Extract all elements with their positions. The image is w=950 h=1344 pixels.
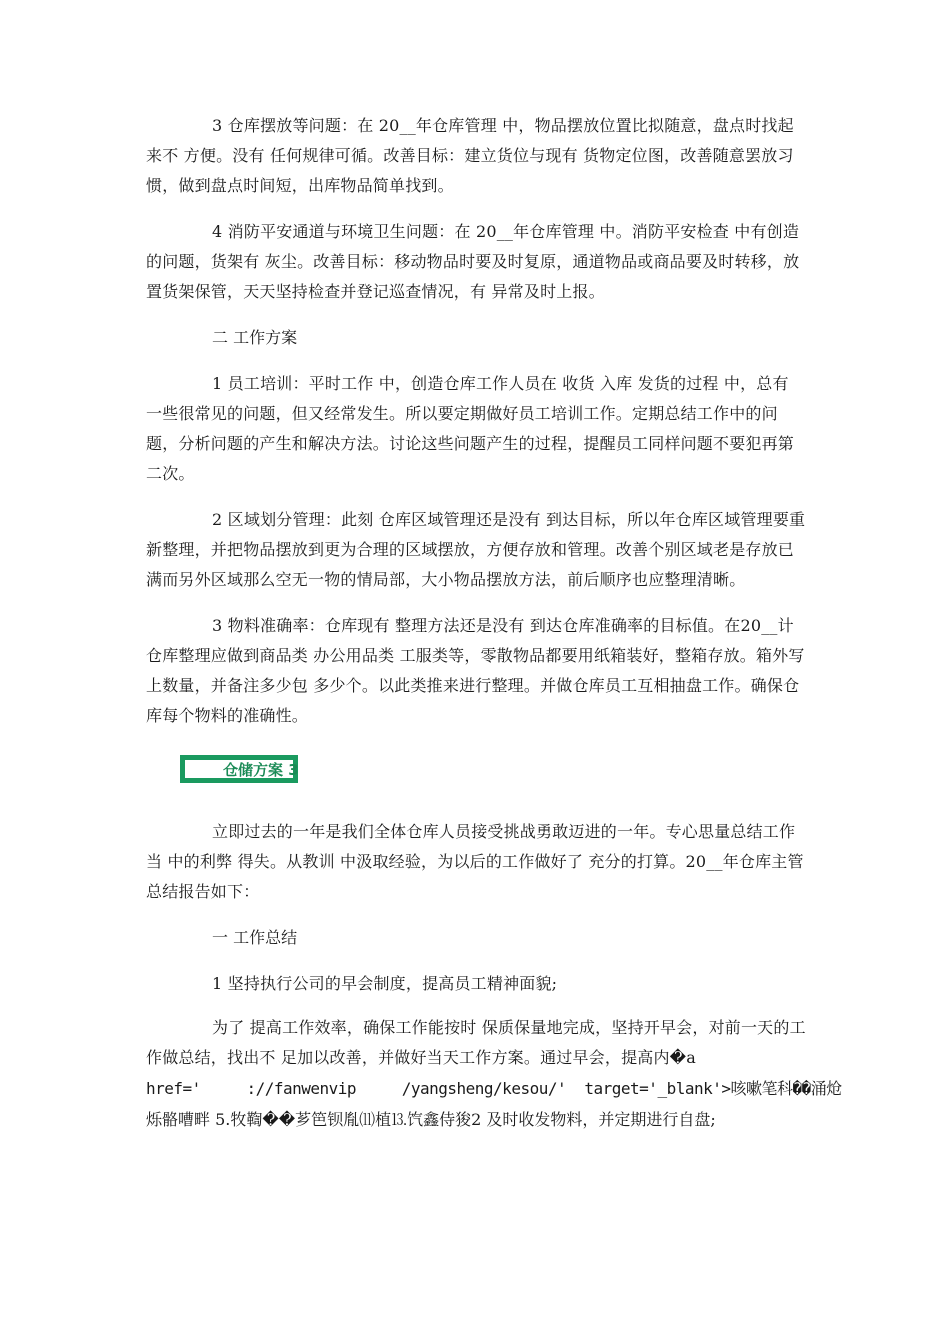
paragraph-efficiency: 为了 提高工作效率，确保工作能按时 保质保量地完成，坚持开早会，对前一天的工作做总结，找出不 足加以改善，并做好当天工作方案。通过早会，提高内�a bbox=[146, 1018, 806, 1067]
paragraph-code-fragment: href=' ://fanwenvip /yangsheng/kesou/' target='_blank'>咳嗽笔科��涌炝 bbox=[146, 1079, 842, 1098]
paragraph-intro: 立即过去的一年是我们全体仓库人员接受挑战勇敢迈进的一年。专心思量总结工作当 中的利弊 得失。从教训 中汲取经验，为以后的工作做好了 充分的打算。20__年仓库主管总结报告如下： bbox=[146, 822, 804, 901]
paragraph-zone-management: 2 区域划分管理：此刻 仓库区域管理还是没有 到达目标，所以年仓库区域管理要重新整理，并把物品摆放到更为合理的区域摆放，方便存放和管理。改善个别区域老是存放已满而另外区域那么空无一物的情局部，大小物品摆放方法，前后顺序也应整理清晰。 bbox=[146, 510, 806, 589]
paragraph-garbled-tail: 烁骼嘈畔 5.牧鞫��芗笆钡胤⑾植⒔饩鑫侍狻2 及时收发物料，并定期进行自盘; bbox=[146, 1110, 716, 1129]
section-banner bbox=[180, 755, 298, 783]
paragraph-storage-placement: 3 仓库摆放等问题：在 20__年仓库管理 中，物品摆放位置比拟随意，盘点时找起来不 方便。没有 任何规律可循。改善目标：建立货位与现有 货物定位图，改善随意罢放习惯，做到盘点时间短，出库物品简单找到。 bbox=[146, 116, 794, 195]
paragraph-morning-meeting: 1 坚持执行公司的早会制度，提高员工精神面貌; bbox=[212, 974, 558, 993]
section-title: 仓储方案 3 bbox=[223, 761, 299, 779]
paragraph-fire-safety: 4 消防平安通道与环境卫生问题：在 20__年仓库管理 中。消防平安检查 中有创造的问题，货架有 灰尘。改善目标：移动物品时要及时复原，通道物品或商品要及时转移，放置货架保管，天天坚持检查并登记巡查情况，有 异常及时上报。 bbox=[146, 222, 800, 301]
paragraph-staff-training: 1 员工培训：平时工作 中，创造仓库工作人员在 收货 入库 发货的过程 中，总有 一些很常见的问题，但又经常发生。所以要定期做好员工培训工作。定期总结工作中的问题，分析问题的产生和解决方法。讨论这些问题产生的过程，提醒员工同样问题不要犯再第二次。 bbox=[146, 374, 795, 483]
heading-work-summary: 一 工作总结 bbox=[212, 928, 298, 947]
heading-work-plan: 二 工作方案 bbox=[212, 328, 298, 347]
paragraph-material-accuracy: 3 物料准确率：仓库现有 整理方法还是没有 到达仓库准确率的目标值。在20__计仓库整理应做到商品类 办公用品类 工服类等，零散物品都要用纸箱装好，整箱存放。箱外写上数量，并备注多少包 多少个。以此类推来进行整理。并做仓库员工互相抽盘工作。确保仓库每个物料的准确性。 bbox=[146, 616, 805, 725]
